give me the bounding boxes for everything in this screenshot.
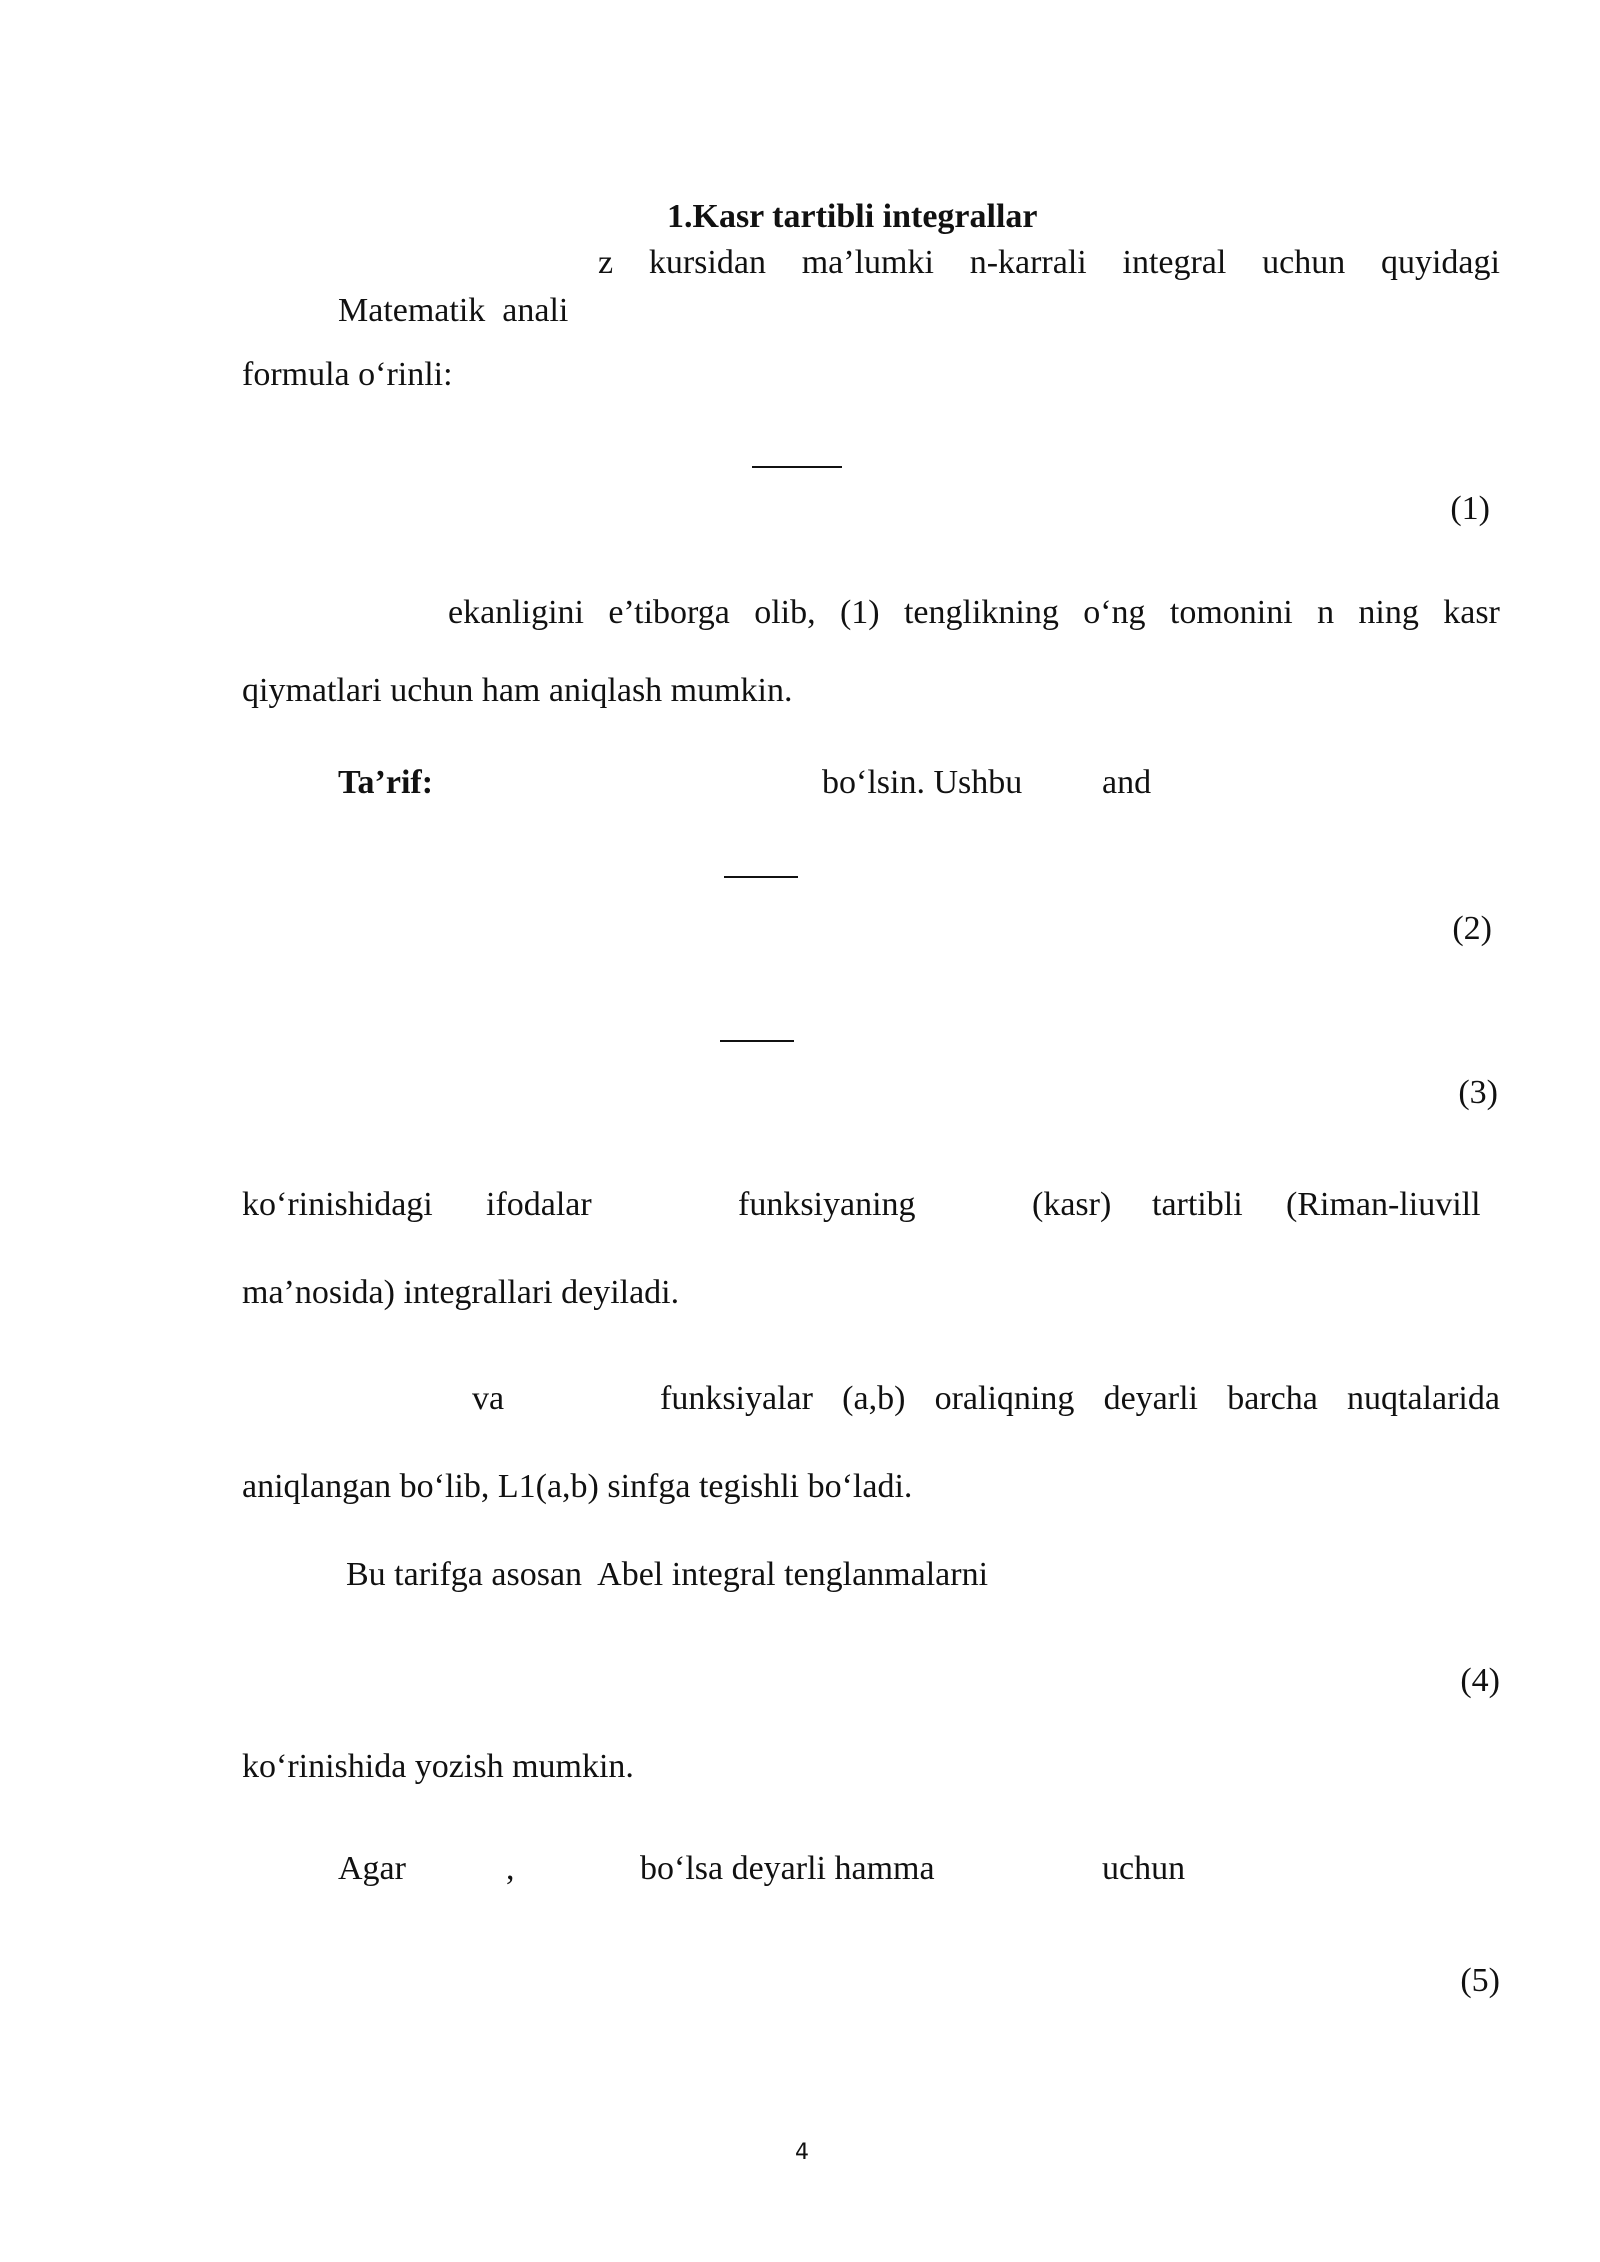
word: ekanligini: [448, 594, 584, 631]
word: funksiyalar: [660, 1380, 813, 1417]
fraction-bar: [720, 1040, 794, 1042]
word: (a,b): [842, 1380, 906, 1417]
word: n: [1317, 594, 1335, 631]
word: (kasr): [1032, 1186, 1112, 1223]
equation-number-3: (3): [1458, 1074, 1498, 1111]
word: tartibli: [1152, 1186, 1243, 1223]
definition-and: and: [1102, 764, 1152, 801]
paragraph4-line-1: [660, 1382, 1500, 1416]
paragraph5-line-1: Bu tarifga asosan Abel integral tenglanmalarni: [346, 1556, 989, 1593]
word: tomonini: [1169, 594, 1293, 631]
equation-number-5: (5): [1460, 1962, 1500, 1999]
paragraph5-line-2: ko‘rinishida yozish mumkin.: [242, 1748, 634, 1785]
word: olib,: [754, 594, 816, 631]
word: ko‘rinishidagi: [242, 1186, 433, 1223]
word: z: [598, 244, 614, 281]
word: uchun: [1262, 244, 1346, 281]
word: integral: [1122, 244, 1227, 281]
word: kursidan: [648, 244, 766, 281]
intro-line-1: [598, 246, 1500, 280]
paragraph2-line-1: [448, 596, 1500, 630]
definition-text: boʻlsin. Ushbu: [822, 764, 1023, 801]
equation-number-1: (1): [1450, 490, 1490, 527]
comma: ,: [506, 1850, 515, 1887]
word: nuqtalarida: [1347, 1380, 1500, 1417]
word: ning: [1358, 594, 1419, 631]
word: deyarli: [1103, 1380, 1198, 1417]
word: quyidagi: [1380, 244, 1500, 281]
word: barcha: [1227, 1380, 1318, 1417]
word: o‘ng: [1083, 594, 1146, 631]
definition-label: Ta’rif:: [338, 764, 434, 801]
word-uchun: uchun: [1102, 1850, 1186, 1887]
word: tenglikning: [903, 594, 1059, 631]
word: ma’lumki: [801, 244, 934, 281]
fraction-bar: [752, 466, 842, 468]
word-va: va: [472, 1380, 505, 1417]
word: oraliqning: [934, 1380, 1075, 1417]
word: e’tiborga: [608, 594, 730, 631]
paragraph6-text: bo‘lsa deyarli hamma: [640, 1850, 935, 1887]
intro-line-2: formula o‘rinli:: [242, 356, 453, 393]
word: kasr: [1443, 594, 1500, 631]
word: (Riman-liuvill: [1286, 1186, 1481, 1223]
paragraph3-line-2: ma’nosida) integrallari deyiladi.: [242, 1274, 680, 1311]
word: ifodalar: [486, 1186, 592, 1223]
paragraph4-line-2: aniqlangan bo‘lib, L1(a,b) sinfga tegishli bo‘ladi.: [242, 1468, 913, 1505]
paragraph2-line-2: qiymatlari uchun ham aniqlash mumkin.: [242, 672, 793, 709]
word-agar: Agar: [338, 1850, 406, 1887]
word: funksiyaning: [738, 1186, 916, 1223]
page-title: 1.Kasr tartibli integrallar: [667, 198, 1038, 235]
word: (1): [839, 594, 880, 631]
word: n-karrali: [969, 244, 1087, 281]
page-number: 4: [795, 2140, 809, 2165]
equation-number-4: (4): [1460, 1662, 1500, 1699]
intro-line-1b: Matematik anali: [338, 292, 569, 329]
fraction-bar: [724, 876, 798, 878]
equation-number-2: (2): [1452, 910, 1492, 947]
